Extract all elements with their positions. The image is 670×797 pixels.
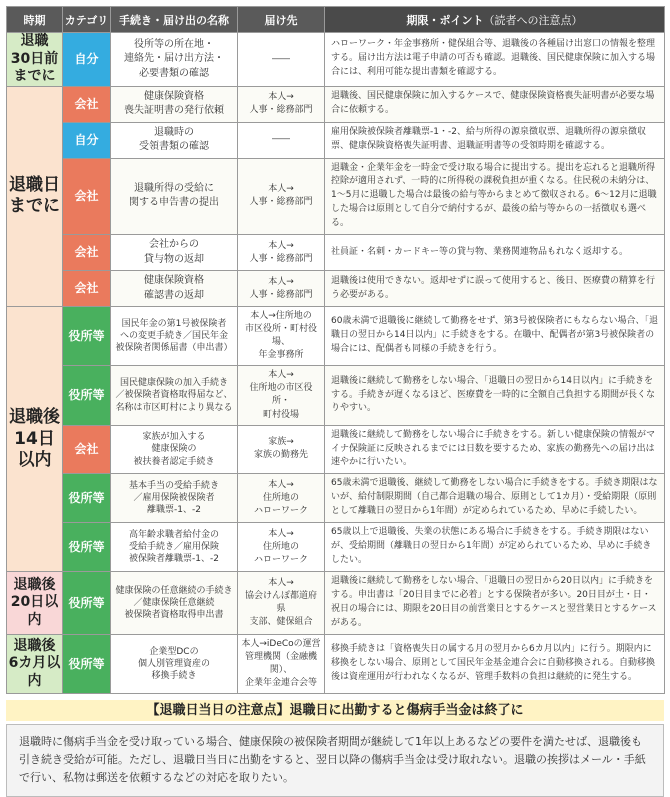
category-badge: 役所等 [63, 307, 111, 366]
category-badge: 役所等 [63, 572, 111, 635]
period-cell [7, 86, 63, 307]
destination: 本人→住所地の 市区役所・町村役場、 年金事務所 [238, 307, 325, 366]
deadline-point: ハローワーク・年金事務所・健保組合等、退職後の各種届け出窓口の情報を整理する。届け出方法は電子申請の可否も確認。退職後、国民健康保険に加入する場合には、利用可能な提出書類を確認する。 [325, 33, 665, 87]
procedure-name: 役所等の所在地・ 連絡先・届け出方法・ 必要書類の確認 [111, 33, 238, 87]
deadline-point: 移換手続きは「資格喪失日の属する月の翌月から6カ月以内」に行う。期限内に移換をしない場合、原則として国民年金基金連合会に自動移換される。自動移換後は資産運用が行われなくなるが、管理手数料の負担は継続的に発生する。 [325, 634, 665, 693]
category-badge: 自分 [63, 33, 111, 87]
period-label: 退職 30日前 までに [10, 33, 59, 84]
procedure-table [6, 6, 665, 694]
category-badge: 会社 [63, 158, 111, 235]
deadline-point: 60歳未満で退職後に継続して勤務をせず、第3号被保険者にもならない場合、「退職日の翌日から14日以内」に手続きをする。在職中、配偶者が第3号被保険者の場合には、配偶者も同様の手続きを行う。 [325, 307, 665, 366]
table-row [7, 523, 665, 572]
period-label: 退職後 6カ月以内 [8, 637, 61, 689]
procedure-name: 国民年金の第1号被保険者 への変更手続き／国民年金 被保険者関係届書（申出書） [111, 307, 238, 366]
destination: 本人→ 住所地の市区役所・ 町村役場 [238, 366, 325, 425]
table-row [7, 307, 665, 366]
procedure-name: 退職所得の受給に 関する申告書の提出 [111, 158, 238, 235]
deadline-point: 退職後は使用できない。返却せずに誤って使用すると、後日、医療費の精算を行う必要がある。 [325, 271, 665, 307]
period-cell [7, 634, 63, 693]
deadline-point: 退職後に継続して勤務をしない場合、「退職日の翌日から20日以内」に手続きをする。申出書は「20日目までに必着」とする保険者が多い。20日目が土・日・祝日の場合には、期限を20日目の前営業日とするケースと翌営業日とするケースがある。 [325, 572, 665, 635]
table-row [7, 33, 665, 87]
category-badge: 会社 [63, 425, 111, 474]
procedure-name: 企業型DCの 個人別管理資産の 移換手続き [111, 634, 238, 693]
period-label: 退職後 20日以内 [10, 576, 59, 628]
category-badge: 役所等 [63, 366, 111, 425]
destination: 本人→ 住所地の ハローワーク [238, 523, 325, 572]
deadline-point: 退職金・企業年金を一時金で受け取る場合に提出する。提出を忘れると退職所得控除が適用されず、一時的に所得税の課税負担が重くなる。住民税の未納分は、1〜5月に退職した場合は最後の給与等からまとめて徴収される。6〜12月に退職した場合は原則として自分で納付するが、最後の給与等からの一括徴収も選べる。 [325, 158, 665, 235]
destination: ―― [238, 33, 325, 87]
header-deadline-sub: （読者への注意点） [483, 13, 583, 27]
note-title: 【退職日当日の注意点】退職日に出勤すると傷病手当金は終了に [6, 700, 664, 721]
period-cell [7, 307, 63, 572]
category-badge: 役所等 [63, 523, 111, 572]
category-badge: 会社 [63, 235, 111, 271]
destination: 家族→ 家族の勤務先 [238, 425, 325, 474]
destination: ―― [238, 122, 325, 158]
table-row [7, 235, 665, 271]
table-row [7, 86, 665, 122]
table-header-row [7, 7, 665, 33]
destination: 本人→iDeCoの運営 管理機関（金融機関）、 企業年金連合会等 [238, 634, 325, 693]
destination: 本人→ 協会けんぽ都道府県 支部、健保組合 [238, 572, 325, 635]
procedure-name: 健康保険資格 確認書の返却 [111, 271, 238, 307]
header-period: 時期 [7, 7, 63, 33]
note-body: 退職時に傷病手当金を受け取っている場合、健康保険の被保険者期間が継続して1年以上あるなどの要件を満たせば、退職後も引き続き受給が可能。ただし、退職日当日に出勤をすると、翌日以降の傷病手当金は受け取れない。退職の挨拶はメール・手紙で行い、私物は郵送を依頼するなどの対応を取りたい。 [6, 724, 664, 796]
category-badge: 会社 [63, 86, 111, 122]
procedure-name: 基本手当の受給手続き ／雇用保険被保険者 離職票-1、-2 [111, 474, 238, 523]
table-row [7, 158, 665, 235]
header-name: 手続き・届け出の名称 [111, 7, 238, 33]
procedure-name: 家族が加入する 健康保険の 被扶養者認定手続き [111, 425, 238, 474]
header-destination: 届け先 [238, 7, 325, 33]
period-cell [7, 572, 63, 635]
table-row [7, 122, 665, 158]
procedure-name: 高年齢求職者給付金の 受給手続き／雇用保険 被保険者離職票-1、-2 [111, 523, 238, 572]
table-row [7, 366, 665, 425]
deadline-point: 退職後、国民健康保険に加入するケースで、健康保険資格喪失証明書が必要な場合に依頼する。 [325, 86, 665, 122]
table-row [7, 634, 665, 693]
header-deadline [325, 7, 665, 33]
period-cell [7, 33, 63, 87]
deadline-point: 退職後に継続して勤務をしない場合に手続きをする。新しい健康保険の情報がマイナ保険証に反映されるまでには日数を要するため、家族の勤務先への届け出は速やかに行いたい。 [325, 425, 665, 474]
deadline-point: 退職後に継続して勤務をしない場合、「退職日の翌日から14日以内」に手続きをする。手続きが遅くなるほど、医療費を一時的に全額自己負担する期間が長くなりやすい。 [325, 366, 665, 425]
procedure-name: 健康保険資格 喪失証明書の発行依頼 [111, 86, 238, 122]
deadline-point: 65歳以上で退職後、失業の状態にある場合に手続きをする。手続き期限はないが、受給期間（離職日の翌日から1年間）が定められているため、早めに手続きしたい。 [325, 523, 665, 572]
procedure-name: 健康保険の任意継続の手続き ／健康保険任意継続 被保険者資格取得申出書 [111, 572, 238, 635]
deadline-point: 雇用保険被保険者離職票-1・-2、給与所得の源泉徴収票、退職所得の源泉徴収票、健康保険資格喪失証明書、退職証明書等の受領時期を確認する。 [325, 122, 665, 158]
deadline-point: 社員証・名刺・カードキー等の貸与物、業務関連物品もれなく返却する。 [325, 235, 665, 271]
procedure-name: 会社からの 貸与物の返却 [111, 235, 238, 271]
period-label: 退職日 までに [9, 175, 60, 217]
table-row [7, 474, 665, 523]
deadline-point: 65歳未満で退職後、継続して勤務をしない場合に手続きをする。手続き期限はないが、給付制限期間（自己都合退職の場合、原則として1カ月）・受給期限（原則として離職日の翌日から1年間）が定められているため、早めに手続したい。 [325, 474, 665, 523]
header-category: カテゴリ [63, 7, 111, 33]
procedure-name: 退職時の 受領書類の確認 [111, 122, 238, 158]
procedure-name: 国民健康保険の加入手続き ／被保険者資格取得届など、 名称は市区町村により異なる [111, 366, 238, 425]
category-badge: 役所等 [63, 474, 111, 523]
destination: 本人→ 人事・総務部門 [238, 86, 325, 122]
table-row [7, 425, 665, 474]
destination: 本人→ 人事・総務部門 [238, 235, 325, 271]
period-label: 退職後 14日以内 [9, 407, 60, 470]
destination: 本人→ 住所地の ハローワーク [238, 474, 325, 523]
table-row [7, 271, 665, 307]
destination: 本人→ 人事・総務部門 [238, 271, 325, 307]
table-row [7, 572, 665, 635]
category-badge: 自分 [63, 122, 111, 158]
category-badge: 役所等 [63, 634, 111, 693]
header-deadline-main: 期限・ポイント [406, 13, 484, 27]
destination: 本人→ 人事・総務部門 [238, 158, 325, 235]
category-badge: 会社 [63, 271, 111, 307]
